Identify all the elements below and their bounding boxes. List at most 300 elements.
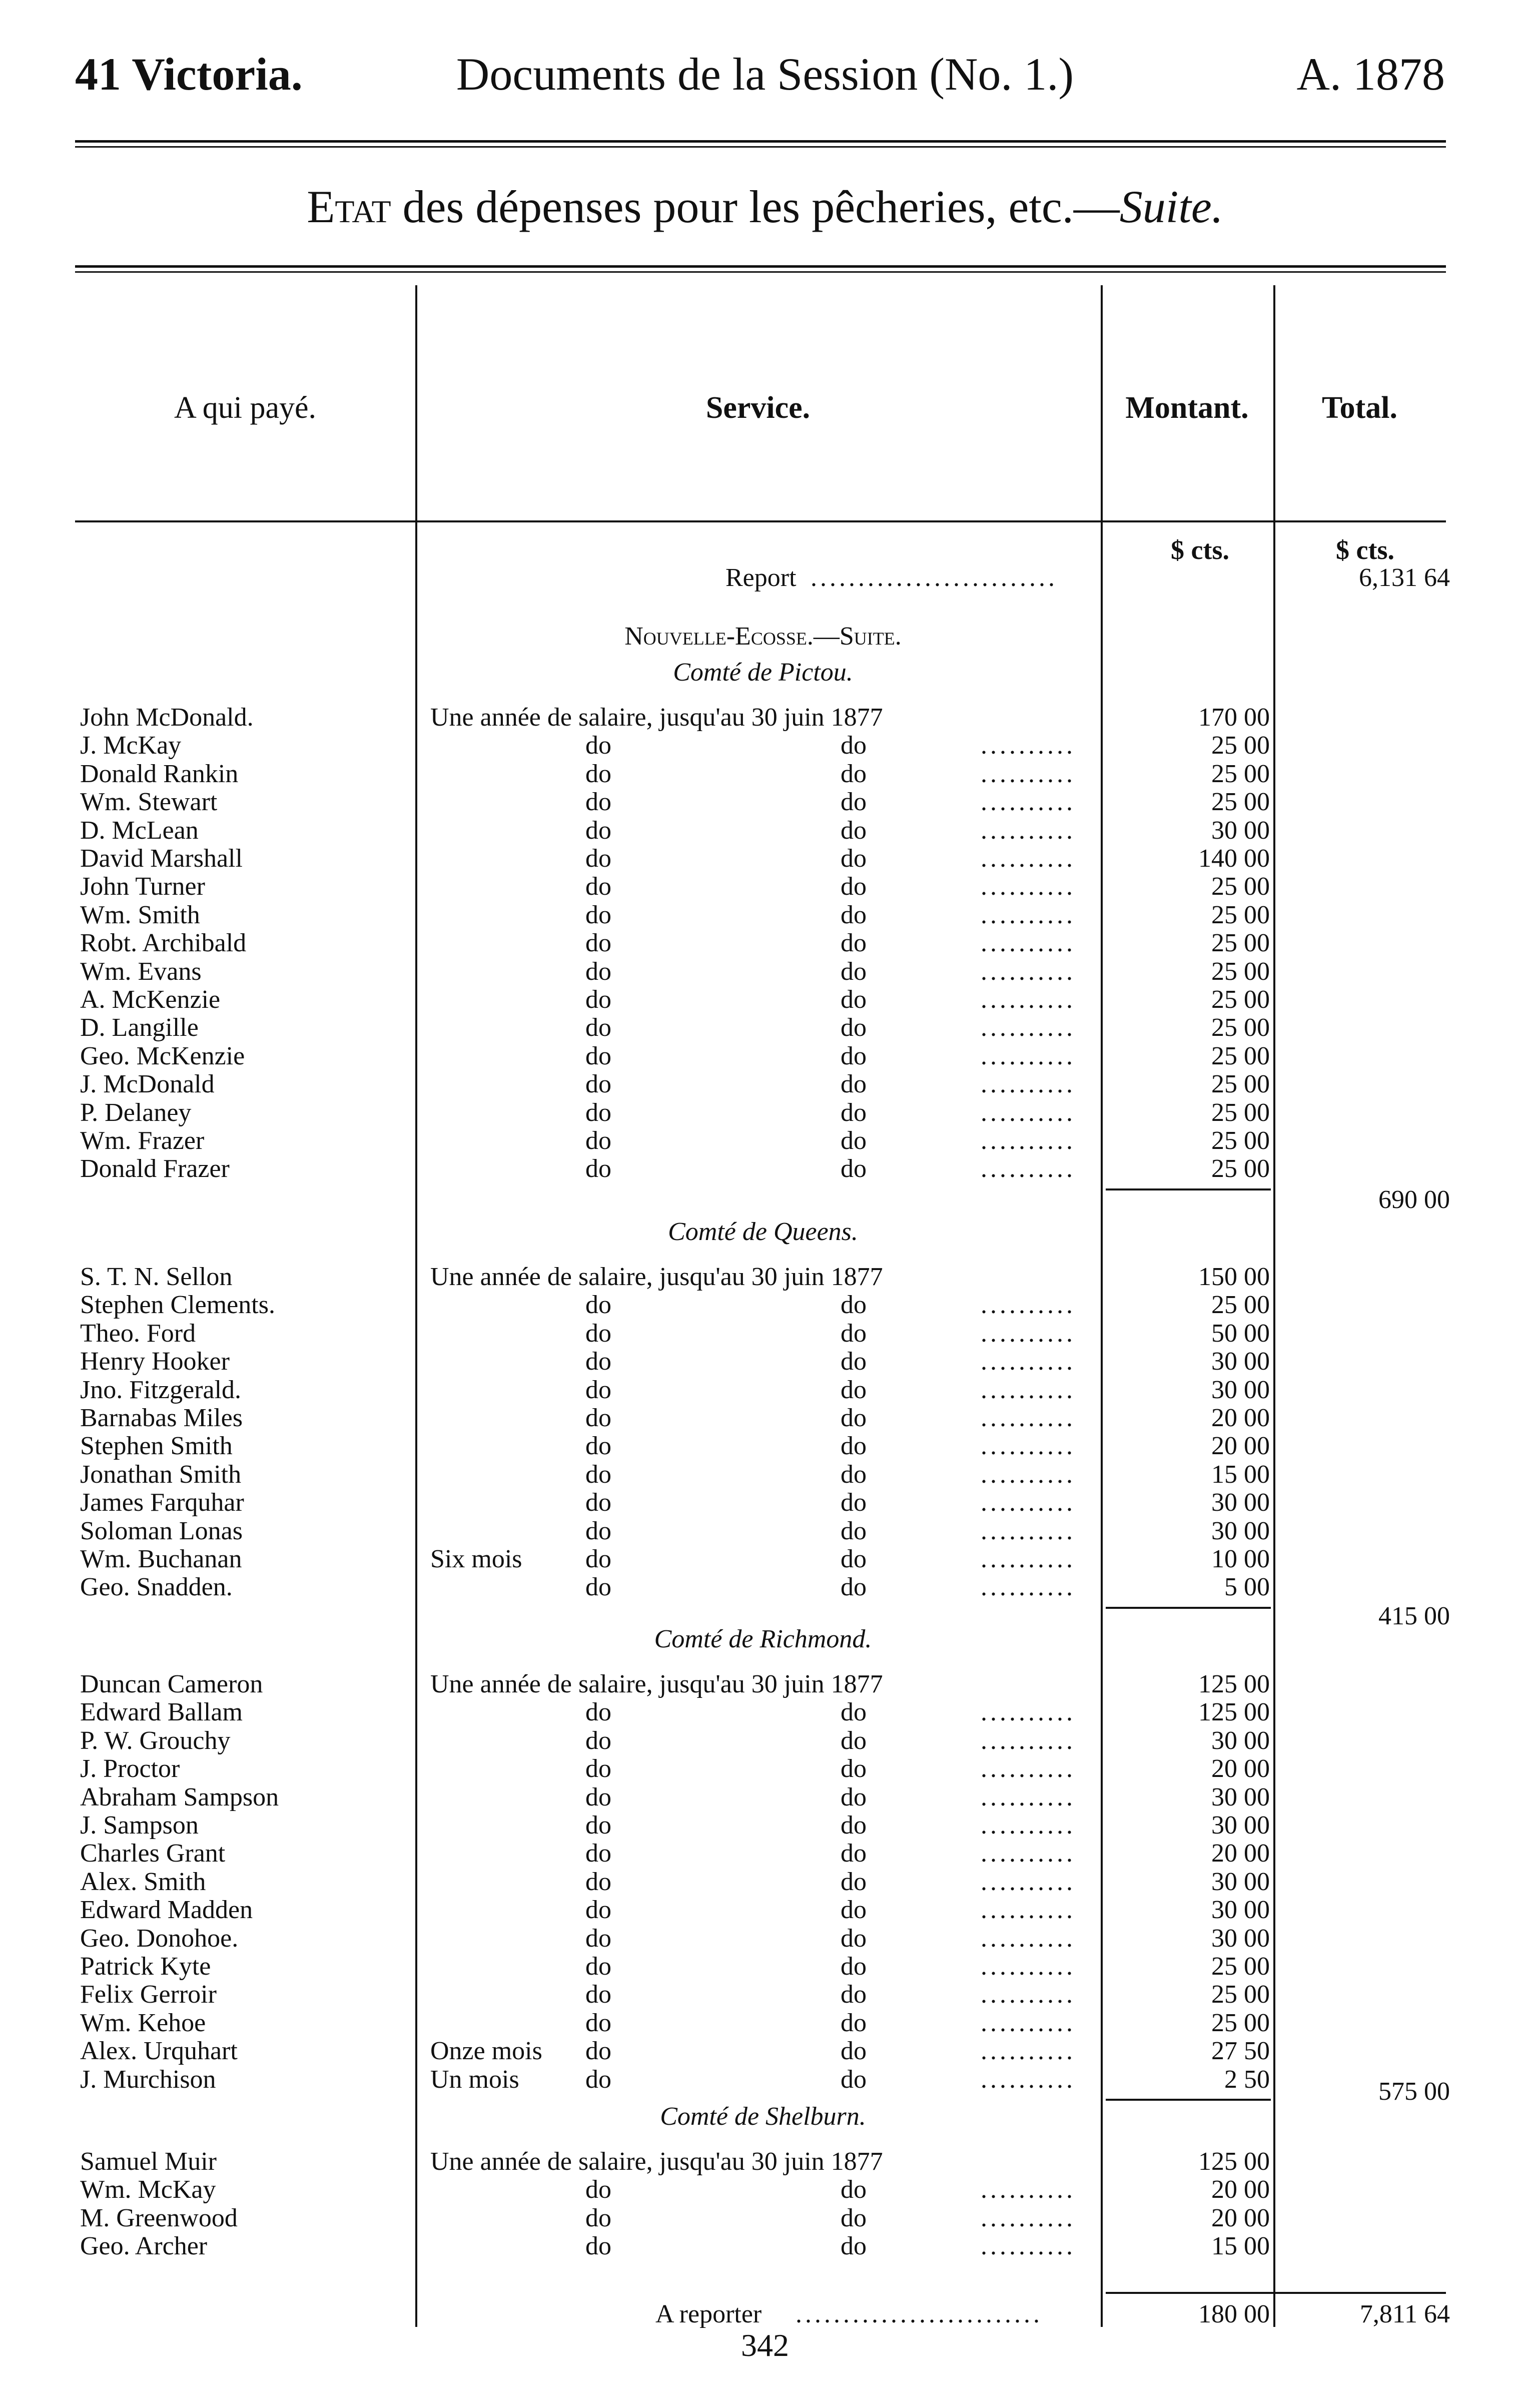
service-duration: Onze mois xyxy=(430,2037,542,2066)
table-row xyxy=(0,1263,1530,1291)
ditto-1: do xyxy=(585,872,611,901)
payee-name: Theo. Ford xyxy=(80,1319,196,1348)
ditto-1: do xyxy=(585,1811,611,1840)
ditto-2: do xyxy=(841,2037,867,2066)
ditto-1: do xyxy=(585,1460,611,1489)
payee-name: Barnabas Miles xyxy=(80,1404,243,1432)
footer-total: 7,811 64 xyxy=(1359,2300,1450,2328)
service-text: Une année de salaire, jusqu'au 30 juin 1877 xyxy=(430,1263,883,1291)
ditto-2: do xyxy=(841,1782,867,1812)
payee-name: M. Greenwood xyxy=(80,2203,238,2232)
service-duration: Six mois xyxy=(430,1545,522,1573)
leader-dots: .......... xyxy=(981,1573,1076,1602)
payee-name: D. Langille xyxy=(80,1013,199,1042)
ditto-1: do xyxy=(585,900,611,929)
table-row xyxy=(0,760,1530,788)
table-row xyxy=(0,1868,1530,1896)
currency-amount: $ cts. xyxy=(1171,535,1229,565)
header-right: A. 1878 xyxy=(1296,49,1445,100)
ditto-1: do xyxy=(585,1154,611,1183)
ditto-2: do xyxy=(841,1698,867,1727)
subtotal-rule xyxy=(1106,1188,1271,1190)
leader-dots: .......... xyxy=(981,985,1076,1014)
colhead-amount: Montant. xyxy=(1125,391,1249,425)
payee-name: Stephen Smith xyxy=(80,1432,233,1461)
colhead-total: Total. xyxy=(1321,391,1398,425)
table-row xyxy=(0,2009,1530,2037)
leader-dots: .......... xyxy=(981,816,1076,845)
title-rule-top xyxy=(75,265,1446,268)
footer-label: A reporter xyxy=(655,2300,762,2328)
leader-dots: .......... xyxy=(981,1041,1076,1070)
table-row xyxy=(0,2204,1530,2232)
service-text: Une année de salaire, jusqu'au 30 juin 1877 xyxy=(430,2147,883,2176)
ditto-1: do xyxy=(585,2175,611,2204)
footer-rule xyxy=(1106,2292,1446,2294)
ditto-1: do xyxy=(585,1375,611,1404)
ditto-1: do xyxy=(585,2065,611,2094)
ditto-2: do xyxy=(841,1952,867,1981)
amount-value: 15 00 xyxy=(1211,2232,1270,2261)
table-row xyxy=(0,1127,1530,1155)
payee-name: Henry Hooker xyxy=(80,1347,230,1376)
payee-name: J. McKay xyxy=(80,731,182,760)
amount-value: 30 00 xyxy=(1211,1811,1270,1840)
amount-value: 5 00 xyxy=(1224,1573,1270,1602)
payee-name: Duncan Cameron xyxy=(80,1670,263,1698)
amount-value: 125 00 xyxy=(1198,2147,1270,2176)
payee-name: Alex. Smith xyxy=(80,1867,206,1896)
leader-dots: .......... xyxy=(981,2037,1076,2066)
leader-dots: .......... xyxy=(981,1516,1076,1545)
amount-value: 27 50 xyxy=(1211,2037,1270,2066)
payee-name: Geo. McKenzie xyxy=(80,1041,245,1070)
ditto-2: do xyxy=(841,900,867,929)
leader-dots: .......... xyxy=(981,1098,1076,1127)
subtotal-rule xyxy=(1106,1607,1271,1609)
amount-value: 30 00 xyxy=(1211,1896,1270,1925)
ditto-2: do xyxy=(841,1347,867,1376)
payee-name: Wm. Frazer xyxy=(80,1126,205,1155)
section-total: 690 00 xyxy=(1378,1185,1450,1214)
leader-dots: .......... xyxy=(981,2065,1076,2094)
leader-dots: .......... xyxy=(981,1545,1076,1573)
leader-dots: .......... xyxy=(981,1782,1076,1812)
table-row xyxy=(0,1348,1530,1376)
table-row xyxy=(0,1670,1530,1698)
table-row xyxy=(0,2066,1530,2094)
header-rule-bottom xyxy=(75,146,1446,148)
payee-name: Edward Madden xyxy=(80,1896,253,1925)
leader-dots: .......... xyxy=(981,1754,1076,1783)
section-title: Comté de Richmond. xyxy=(654,1625,872,1653)
table-row xyxy=(0,1432,1530,1460)
payee-name: John Turner xyxy=(80,872,205,901)
payee-name: David Marshall xyxy=(80,844,243,873)
ditto-1: do xyxy=(585,1754,611,1783)
table-row xyxy=(0,1517,1530,1545)
table-row xyxy=(0,2176,1530,2204)
service-duration: Un mois xyxy=(430,2065,519,2094)
amount-value: 10 00 xyxy=(1211,1545,1270,1573)
title-italic: Suite. xyxy=(1119,181,1223,232)
footer-amount: 180 00 xyxy=(1198,2300,1270,2328)
ditto-2: do xyxy=(841,1126,867,1155)
ditto-1: do xyxy=(585,1952,611,1981)
header-left: 41 Victoria. xyxy=(75,49,303,100)
ditto-2: do xyxy=(841,1375,867,1404)
amount-value: 25 00 xyxy=(1211,1013,1270,1042)
amount-value: 2 50 xyxy=(1224,2065,1270,2094)
ditto-1: do xyxy=(585,816,611,845)
amount-value: 30 00 xyxy=(1211,1867,1270,1896)
ditto-2: do xyxy=(841,1460,867,1489)
amount-value: 30 00 xyxy=(1211,1488,1270,1517)
leader-dots: .......... xyxy=(981,1952,1076,1981)
leader-dots: .......... xyxy=(981,1154,1076,1183)
payee-name: Stephen Clements. xyxy=(80,1291,275,1320)
report-total: 6,131 64 xyxy=(1359,563,1450,592)
payee-name: J. Sampson xyxy=(80,1811,199,1840)
leader-dots: .......... xyxy=(981,844,1076,873)
section-title: Comté de Shelburn. xyxy=(660,2102,866,2131)
table-row xyxy=(0,1896,1530,1924)
payee-name: Felix Gerroir xyxy=(80,1980,217,2009)
leader-dots: .......... xyxy=(981,2175,1076,2204)
ditto-2: do xyxy=(841,1404,867,1432)
leader-dots: .......... xyxy=(981,2232,1076,2261)
table-row xyxy=(0,817,1530,845)
leader-dots: .......... xyxy=(981,2008,1076,2037)
leader-dots: .......... xyxy=(981,1347,1076,1376)
table-row xyxy=(0,2148,1530,2176)
amount-value: 30 00 xyxy=(1211,1516,1270,1545)
ditto-2: do xyxy=(841,2065,867,2094)
colhead-rule xyxy=(75,520,1446,522)
leader-dots: .......... xyxy=(981,1726,1076,1755)
table-row xyxy=(0,788,1530,816)
ditto-2: do xyxy=(841,1726,867,1755)
amount-value: 25 00 xyxy=(1211,872,1270,901)
table-row xyxy=(0,1573,1530,1601)
table-row xyxy=(0,732,1530,760)
payee-name: Wm. Stewart xyxy=(80,788,218,817)
footer-leader: .......................... xyxy=(796,2300,1043,2328)
amount-value: 25 00 xyxy=(1211,1041,1270,1070)
colhead-service: Service. xyxy=(705,391,811,425)
table-row xyxy=(0,958,1530,986)
table-row xyxy=(0,1812,1530,1840)
table-row xyxy=(0,1404,1530,1432)
report-leader: .......................... xyxy=(811,563,1058,592)
ditto-1: do xyxy=(585,844,611,873)
ditto-2: do xyxy=(841,816,867,845)
payee-name: Wm. Kehoe xyxy=(80,2008,206,2037)
payee-name: Jno. Fitzgerald. xyxy=(80,1375,242,1404)
table-row xyxy=(0,1291,1530,1319)
table-row xyxy=(0,1783,1530,1812)
ditto-2: do xyxy=(841,1319,867,1348)
leader-dots: .......... xyxy=(981,900,1076,929)
ditto-1: do xyxy=(585,2008,611,2037)
ditto-1: do xyxy=(585,929,611,958)
leader-dots: .......... xyxy=(981,1896,1076,1925)
table-row xyxy=(0,1489,1530,1517)
payee-name: Geo. Archer xyxy=(80,2232,208,2261)
table-row xyxy=(0,1755,1530,1783)
ditto-2: do xyxy=(841,2203,867,2232)
amount-value: 25 00 xyxy=(1211,731,1270,760)
amount-value: 170 00 xyxy=(1198,703,1270,732)
payee-name: Alex. Urquhart xyxy=(80,2037,238,2066)
ditto-2: do xyxy=(841,759,867,788)
ditto-1: do xyxy=(585,1924,611,1953)
leader-dots: .......... xyxy=(981,1488,1076,1517)
ditto-1: do xyxy=(585,1545,611,1573)
payee-name: Wm. Buchanan xyxy=(80,1545,242,1573)
leader-dots: .......... xyxy=(981,1404,1076,1432)
amount-value: 50 00 xyxy=(1211,1319,1270,1348)
amount-value: 25 00 xyxy=(1211,957,1270,986)
leader-dots: .......... xyxy=(981,1126,1076,1155)
ditto-2: do xyxy=(841,844,867,873)
province-heading: Nouvelle-Ecosse.—Suite. xyxy=(624,622,902,651)
leader-dots: .......... xyxy=(981,1375,1076,1404)
ditto-2: do xyxy=(841,872,867,901)
ditto-2: do xyxy=(841,1154,867,1183)
ditto-1: do xyxy=(585,1347,611,1376)
ditto-2: do xyxy=(841,2175,867,2204)
payee-name: Geo. Snadden. xyxy=(80,1573,233,1602)
leader-dots: .......... xyxy=(981,731,1076,760)
table-row xyxy=(0,1698,1530,1726)
title-main: des dépenses pour les pêcheries, etc.— xyxy=(402,181,1120,232)
ditto-2: do xyxy=(841,1545,867,1573)
ditto-2: do xyxy=(841,788,867,817)
payee-name: Robt. Archibald xyxy=(80,929,247,958)
ditto-1: do xyxy=(585,1319,611,1348)
table-row xyxy=(0,1925,1530,1953)
table-row xyxy=(0,2232,1530,2260)
table-row xyxy=(0,1545,1530,1573)
payee-name: J. Murchison xyxy=(80,2065,216,2094)
leader-dots: .......... xyxy=(981,1811,1076,1840)
table-row xyxy=(0,1099,1530,1127)
amount-value: 25 00 xyxy=(1211,788,1270,817)
ditto-2: do xyxy=(841,1811,867,1840)
ditto-2: do xyxy=(841,1980,867,2009)
payee-name: Samuel Muir xyxy=(80,2147,217,2176)
ditto-1: do xyxy=(585,1291,611,1320)
amount-value: 30 00 xyxy=(1211,816,1270,845)
ditto-2: do xyxy=(841,957,867,986)
leader-dots: .......... xyxy=(981,957,1076,986)
amount-value: 20 00 xyxy=(1211,2175,1270,2204)
ditto-2: do xyxy=(841,2232,867,2261)
section-title: Comté de Queens. xyxy=(668,1218,858,1246)
payee-name: Soloman Lonas xyxy=(80,1516,243,1545)
ditto-2: do xyxy=(841,1070,867,1099)
service-text: Une année de salaire, jusqu'au 30 juin 1877 xyxy=(430,703,883,732)
ditto-1: do xyxy=(585,1488,611,1517)
payee-name: Patrick Kyte xyxy=(80,1952,211,1981)
leader-dots: .......... xyxy=(981,1291,1076,1320)
ditto-1: do xyxy=(585,957,611,986)
ditto-1: do xyxy=(585,1516,611,1545)
ditto-2: do xyxy=(841,1516,867,1545)
amount-value: 20 00 xyxy=(1211,1404,1270,1432)
amount-value: 25 00 xyxy=(1211,1291,1270,1320)
ditto-1: do xyxy=(585,1782,611,1812)
payee-name: D. McLean xyxy=(80,816,199,845)
table-row xyxy=(0,1461,1530,1489)
leader-dots: .......... xyxy=(981,788,1076,817)
ditto-1: do xyxy=(585,1070,611,1099)
payee-name: Wm. Smith xyxy=(80,900,200,929)
payee-name: Wm. McKay xyxy=(80,2175,216,2204)
amount-value: 25 00 xyxy=(1211,900,1270,929)
amount-value: 140 00 xyxy=(1198,844,1270,873)
amount-value: 20 00 xyxy=(1211,1432,1270,1461)
section-title: Comté de Pictou. xyxy=(673,658,853,687)
leader-dots: .......... xyxy=(981,1698,1076,1727)
table-row xyxy=(0,1953,1530,1981)
leader-dots: .......... xyxy=(981,872,1076,901)
table-row xyxy=(0,1014,1530,1042)
payee-name: J. Proctor xyxy=(80,1754,180,1783)
amount-value: 30 00 xyxy=(1211,1782,1270,1812)
ditto-1: do xyxy=(585,2203,611,2232)
amount-value: 25 00 xyxy=(1211,759,1270,788)
amount-value: 25 00 xyxy=(1211,929,1270,958)
amount-value: 25 00 xyxy=(1211,1154,1270,1183)
table-row xyxy=(0,986,1530,1014)
amount-value: 25 00 xyxy=(1211,1980,1270,2009)
ditto-2: do xyxy=(841,1432,867,1461)
table-row xyxy=(0,1727,1530,1755)
payee-name: P. Delaney xyxy=(80,1098,192,1127)
ditto-1: do xyxy=(585,1432,611,1461)
leader-dots: .......... xyxy=(981,1867,1076,1896)
leader-dots: .......... xyxy=(981,1460,1076,1489)
amount-value: 25 00 xyxy=(1211,1070,1270,1099)
subtotal-rule xyxy=(1106,2099,1271,2101)
amount-value: 25 00 xyxy=(1211,1126,1270,1155)
table-row xyxy=(0,1840,1530,1868)
header-center: Documents de la Session (No. 1.) xyxy=(456,49,1074,100)
table-row xyxy=(0,1320,1530,1348)
ditto-1: do xyxy=(585,1980,611,2009)
ditto-2: do xyxy=(841,1867,867,1896)
payee-name: Donald Frazer xyxy=(80,1154,230,1183)
section-total: 575 00 xyxy=(1378,2077,1450,2106)
ditto-2: do xyxy=(841,1924,867,1953)
table-row xyxy=(0,1155,1530,1183)
table-row xyxy=(0,845,1530,873)
ditto-1: do xyxy=(585,1041,611,1070)
ditto-2: do xyxy=(841,985,867,1014)
amount-value: 15 00 xyxy=(1211,1460,1270,1489)
ditto-2: do xyxy=(841,1098,867,1127)
header-rule-top xyxy=(75,140,1446,143)
ditto-2: do xyxy=(841,1041,867,1070)
table-row xyxy=(0,704,1530,732)
ditto-1: do xyxy=(585,1013,611,1042)
ditto-1: do xyxy=(585,1098,611,1127)
ditto-1: do xyxy=(585,2037,611,2066)
leader-dots: .......... xyxy=(981,1432,1076,1461)
table-row xyxy=(0,929,1530,957)
payee-name: A. McKenzie xyxy=(80,985,221,1014)
ditto-2: do xyxy=(841,2008,867,2037)
service-text: Une année de salaire, jusqu'au 30 juin 1877 xyxy=(430,1670,883,1698)
payee-name: Jonathan Smith xyxy=(80,1460,242,1489)
amount-value: 25 00 xyxy=(1211,1098,1270,1127)
payee-name: P. W. Grouchy xyxy=(80,1726,231,1755)
colhead-payee: A qui payé. xyxy=(174,391,317,425)
payee-name: Edward Ballam xyxy=(80,1698,243,1727)
ditto-1: do xyxy=(585,788,611,817)
leader-dots: .......... xyxy=(981,759,1076,788)
table-row xyxy=(0,1070,1530,1098)
amount-value: 125 00 xyxy=(1198,1670,1270,1698)
ditto-1: do xyxy=(585,1867,611,1896)
page-number: 342 xyxy=(741,2327,789,2363)
ditto-1: do xyxy=(585,731,611,760)
leader-dots: .......... xyxy=(981,1070,1076,1099)
ditto-1: do xyxy=(585,985,611,1014)
amount-value: 20 00 xyxy=(1211,1754,1270,1783)
ditto-2: do xyxy=(841,731,867,760)
ditto-2: do xyxy=(841,1488,867,1517)
table-row xyxy=(0,1981,1530,2009)
leader-dots: .......... xyxy=(981,1319,1076,1348)
leader-dots: .......... xyxy=(981,2203,1076,2232)
payee-name: S. T. N. Sellon xyxy=(80,1263,233,1291)
leader-dots: .......... xyxy=(981,1013,1076,1042)
table-row xyxy=(0,873,1530,901)
report-label: Report xyxy=(725,563,797,592)
table-row xyxy=(0,2037,1530,2065)
payee-name: Geo. Donohoe. xyxy=(80,1924,239,1953)
ditto-2: do xyxy=(841,1754,867,1783)
payee-name: Charles Grant xyxy=(80,1839,226,1868)
amount-value: 25 00 xyxy=(1211,985,1270,1014)
ditto-2: do xyxy=(841,1013,867,1042)
ditto-2: do xyxy=(841,1839,867,1868)
payee-name: J. McDonald xyxy=(80,1070,215,1099)
title-rule-bottom xyxy=(75,271,1446,273)
amount-value: 125 00 xyxy=(1198,1698,1270,1727)
payee-name: Wm. Evans xyxy=(80,957,202,986)
payee-name: James Farquhar xyxy=(80,1488,244,1517)
table-row xyxy=(0,901,1530,929)
amount-value: 30 00 xyxy=(1211,1924,1270,1953)
ditto-1: do xyxy=(585,1839,611,1868)
ditto-1: do xyxy=(585,1698,611,1727)
amount-value: 20 00 xyxy=(1211,2203,1270,2232)
payee-name: Abraham Sampson xyxy=(80,1782,279,1812)
ditto-1: do xyxy=(585,1896,611,1925)
ditto-1: do xyxy=(585,1573,611,1602)
ditto-1: do xyxy=(585,1126,611,1155)
ditto-2: do xyxy=(841,929,867,958)
table-row xyxy=(0,1042,1530,1070)
ditto-1: do xyxy=(585,759,611,788)
amount-value: 30 00 xyxy=(1211,1726,1270,1755)
amount-value: 20 00 xyxy=(1211,1839,1270,1868)
currency-total: $ cts. xyxy=(1336,535,1394,565)
